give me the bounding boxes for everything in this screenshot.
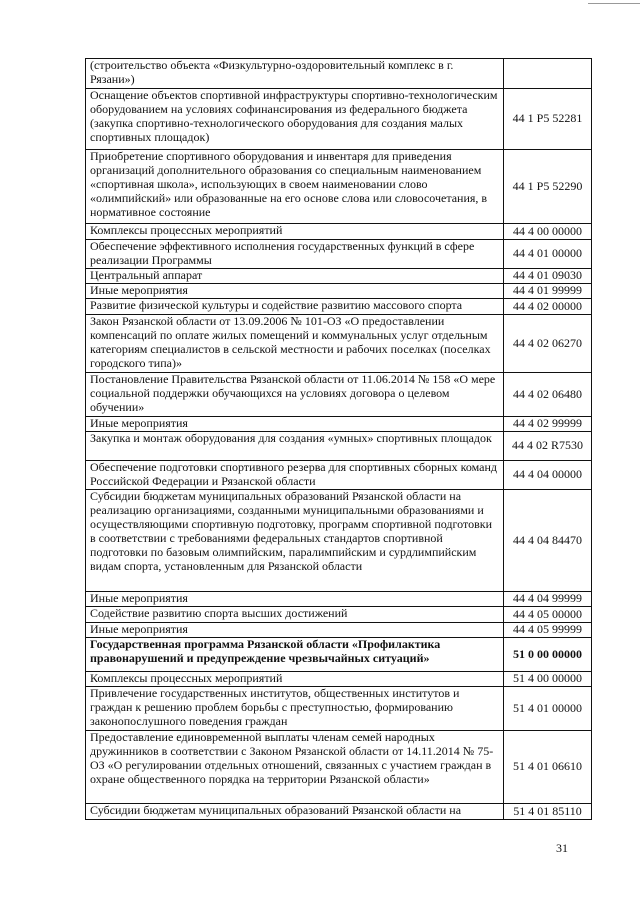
row-code: 44 4 05 00000	[504, 607, 592, 623]
table-row	[86, 687, 592, 731]
table-row	[86, 89, 592, 150]
page-number: 31	[556, 841, 568, 855]
table-row	[86, 373, 592, 417]
row-code: 44 4 02 99999	[504, 417, 592, 432]
row-name: Центральный аппарат	[86, 269, 504, 284]
row-name: Комплексы процессных мероприятий	[86, 224, 504, 240]
table-row	[86, 731, 592, 804]
row-code: 51 4 01 06610	[504, 731, 592, 804]
row-name: Иные мероприятия	[86, 284, 504, 299]
table-row	[86, 417, 592, 432]
row-name: Содействие развитию спорта высших достижений	[86, 607, 504, 623]
row-name: Субсидии бюджетам муниципальных образований Рязанской области на	[86, 804, 504, 820]
row-name: Закупка и монтаж оборудования для создания «умных» спортивных площадок	[86, 432, 504, 461]
table-row	[86, 672, 592, 687]
row-code: 44 4 05 99999	[504, 623, 592, 638]
table-row	[86, 315, 592, 373]
row-name: Предоставление единовременной выплаты членам семей народных дружинников в соответствии с Законом Рязанской области от 14.11.2014 № 75-ОЗ «О регулировании отдельных отношений, связанных с участием граждан в охране общественного порядка на территории Рязанской области»	[86, 731, 504, 804]
table-row	[86, 269, 592, 284]
row-name: Иные мероприятия	[86, 592, 504, 607]
table-row	[86, 461, 592, 490]
row-code: 44 4 01 09030	[504, 269, 592, 284]
row-code: 44 4 00 00000	[504, 224, 592, 240]
table-row	[86, 432, 592, 461]
row-code: 44 4 02 R7530	[504, 432, 592, 461]
row-code: 44 4 02 06480	[504, 373, 592, 417]
row-name: Развитие физической культуры и содействие развитию массового спорта	[86, 299, 504, 315]
row-code: 44 4 04 84470	[504, 490, 592, 592]
row-name: Субсидии бюджетам муниципальных образований Рязанской области на реализацию организациями, созданными муниципальными образованиями и осуществляющими спортивную подготовку, программ спортивной подготовки в соответствии с требованиями федеральных стандартов спортивной подготовки по базовым олимпийским, паралимпийским и сурдлимпийским видам спорта, установленным для Рязанской области	[86, 490, 504, 592]
table-row	[86, 804, 592, 820]
row-code: 44 4 04 00000	[504, 461, 592, 490]
budget-classification-table	[85, 58, 592, 820]
row-code: 44 4 04 99999	[504, 592, 592, 607]
table-row	[86, 638, 592, 672]
row-name: Иные мероприятия	[86, 623, 504, 638]
row-code: 51 0 00 00000	[504, 638, 592, 672]
row-name: (строительство объекта «Физкультурно-оздоровительный комплекс в г. Рязани»)	[86, 59, 504, 89]
table-row	[86, 490, 592, 592]
table-row	[86, 607, 592, 623]
table-row	[86, 59, 592, 89]
page-edge-line	[588, 3, 640, 4]
row-code: 44 1 Р5 52290	[504, 150, 592, 224]
row-name: Комплексы процессных мероприятий	[86, 672, 504, 687]
table-row	[86, 592, 592, 607]
row-name: Обеспечение эффективного исполнения государственных функций в сфере реализации Программы	[86, 240, 504, 269]
row-code: 51 4 01 85110	[504, 804, 592, 820]
table-row	[86, 240, 592, 269]
row-name: Обеспечение подготовки спортивного резерва для спортивных сборных команд Российской Федерации и Рязанской области	[86, 461, 504, 490]
row-code	[504, 59, 592, 89]
table-row	[86, 299, 592, 315]
row-name: Иные мероприятия	[86, 417, 504, 432]
table-row	[86, 623, 592, 638]
row-code: 51 4 00 00000	[504, 672, 592, 687]
row-name: Привлечение государственных институтов, общественных институтов и граждан к решению проблем борьбы с преступностью, формированию законопослушного поведения граждан	[86, 687, 504, 731]
row-code: 44 4 02 00000	[504, 299, 592, 315]
table-row	[86, 150, 592, 224]
row-code: 51 4 01 00000	[504, 687, 592, 731]
row-code: 44 4 01 99999	[504, 284, 592, 299]
row-code: 44 4 02 06270	[504, 315, 592, 373]
table-row	[86, 284, 592, 299]
row-name: Закон Рязанской области от 13.09.2006 № 101-ОЗ «О предоставлении компенсаций по оплате жилых помещений и коммунальных услуг отдельным категориям специалистов в сельской местности и рабочих поселках (поселках городского типа)»	[86, 315, 504, 373]
row-name: Приобретение спортивного оборудования и инвентаря для приведения организаций дополнительного образования со специальным наименованием «спортивная школа», использующих в своем наименовании слово «олимпийский» или образованные на его основе слова или словосочетания, в нормативное состояние	[86, 150, 504, 224]
row-code: 44 4 01 00000	[504, 240, 592, 269]
table-row	[86, 224, 592, 240]
row-name: Оснащение объектов спортивной инфраструктуры спортивно-технологическим оборудованием на условиях софинансирования из федерального бюджета (закупка спортивно-технологического оборудования для создания малых спортивных площадок)	[86, 89, 504, 150]
row-code: 44 1 Р5 52281	[504, 89, 592, 150]
row-name: Постановление Правительства Рязанской области от 11.06.2014 № 158 «О мере социальной поддержки обучающихся на условиях договора о целевом обучении»	[86, 373, 504, 417]
row-name: Государственная программа Рязанской области «Профилактика правонарушений и предупреждение чрезвычайных ситуаций»	[86, 638, 504, 672]
